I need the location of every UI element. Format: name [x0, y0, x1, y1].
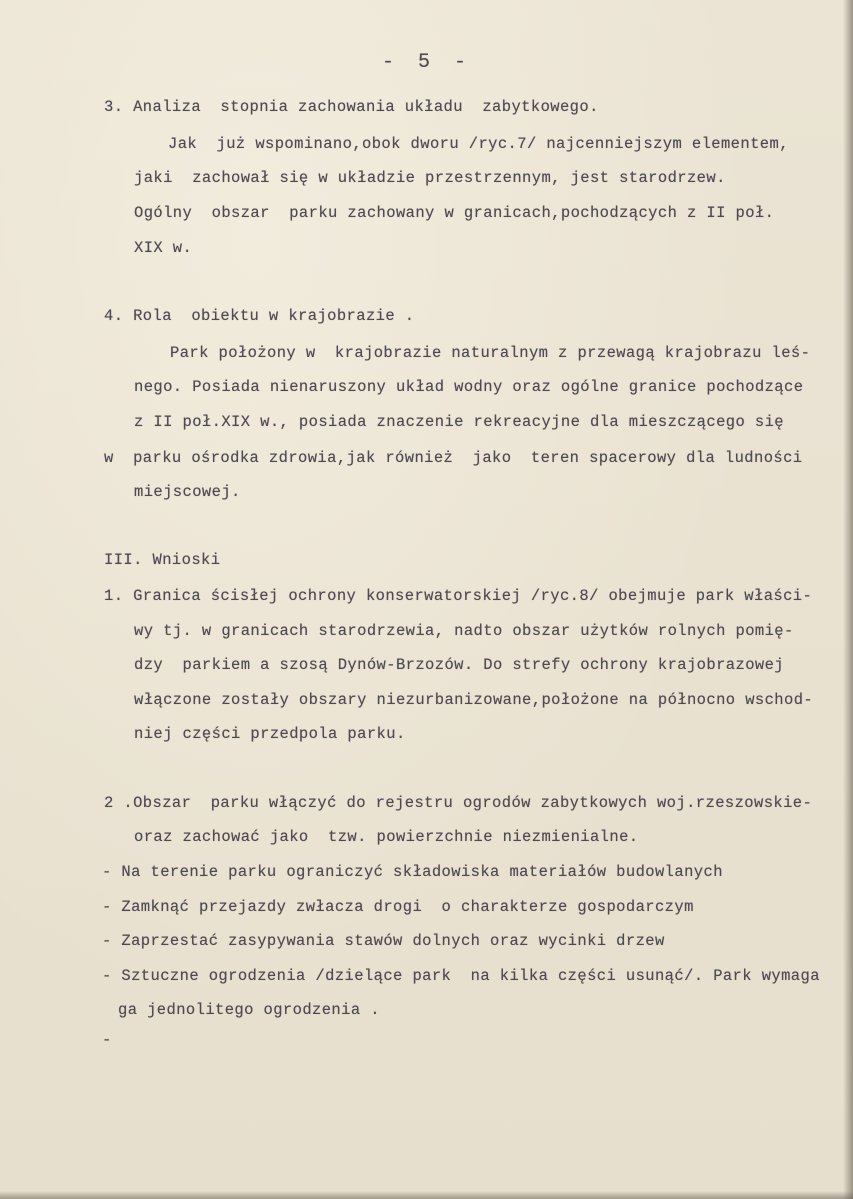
section-3-heading: 3. Analiza stopnia zachowania układu zabytkowego. [104, 98, 599, 116]
conclusion-1-line: wy tj. w granicach starodrzewia, nadto obszar użytków rolnych pomię- [134, 622, 794, 640]
page-edge-bottom [0, 1191, 853, 1199]
section-4-line: nego. Posiada nienaruszony układ wodny oraz ogólne granice pochodzące [134, 378, 804, 396]
section-3-line: Ogólny obszar parku zachowany w granicach,pochodzących z II poł. [134, 204, 775, 222]
bullet-item-continuation: ga jednolitego ogrodzenia . [118, 1001, 380, 1019]
conclusion-1-line: dzy parkiem a szosą Dynów-Brzozów. Do strefy ochrony krajobrazowej [134, 656, 785, 674]
bullet-item: - Zaprzestać zasypywania stawów dolnych oraz wycinki drzew [102, 932, 665, 950]
conclusion-2-line: 2 .Obszar parku włączyć do rejestru ogrodów zabytkowych woj.rzeszowskie- [104, 794, 813, 812]
section-4-line: z II poł.XIX w., posiada znaczenie rekreacyjne dla mieszczącego się [134, 413, 785, 431]
section-4-heading: 4. Rola obiektu w krajobrazie . [104, 307, 415, 325]
section-4-line: Park położony w krajobrazie naturalnym z przewagą krajobrazu leś- [170, 344, 811, 362]
page-number: - 5 - [382, 51, 473, 74]
conclusion-1-line: włączone zostały obszary niezurbanizowane,położone na północno wschod- [134, 691, 814, 709]
bullet-item: - Na terenie parku ograniczyć składowiska materiałów budowlanych [102, 863, 723, 881]
bullet-item: - Zamknąć przejazdy zwłacza drogi o charakterze gospodarczym [102, 898, 694, 916]
section-3-line: jaki zachował się w układzie przestrzennym, jest starodrzew. [134, 169, 726, 187]
bullet-item: - [102, 1031, 112, 1049]
conclusions-heading: III. Wnioski [104, 551, 221, 569]
section-3-line: XIX w. [134, 239, 193, 257]
section-4-line: w parku ośrodka zdrowia,jak również jako teren spacerowy dla ludności [104, 449, 803, 467]
page-edge-right [843, 0, 853, 1199]
conclusion-2-line: oraz zachować jako tzw. powierzchnie niezmienialne. [134, 828, 639, 846]
section-4-line: miejscowej. [134, 483, 241, 501]
bullet-item: - Sztuczne ogrodzenia /dzielące park na kilka części usunąć/. Park wymaga [102, 967, 820, 985]
conclusion-1-line: niej części przedpola parku. [134, 725, 406, 743]
section-3-line: Jak już wspominano,obok dworu /ryc.7/ najcenniejszym elementem, [168, 135, 789, 153]
conclusion-1-line: 1. Granica ścisłej ochrony konserwatorskiej /ryc.8/ obejmuje park właści- [104, 587, 813, 605]
